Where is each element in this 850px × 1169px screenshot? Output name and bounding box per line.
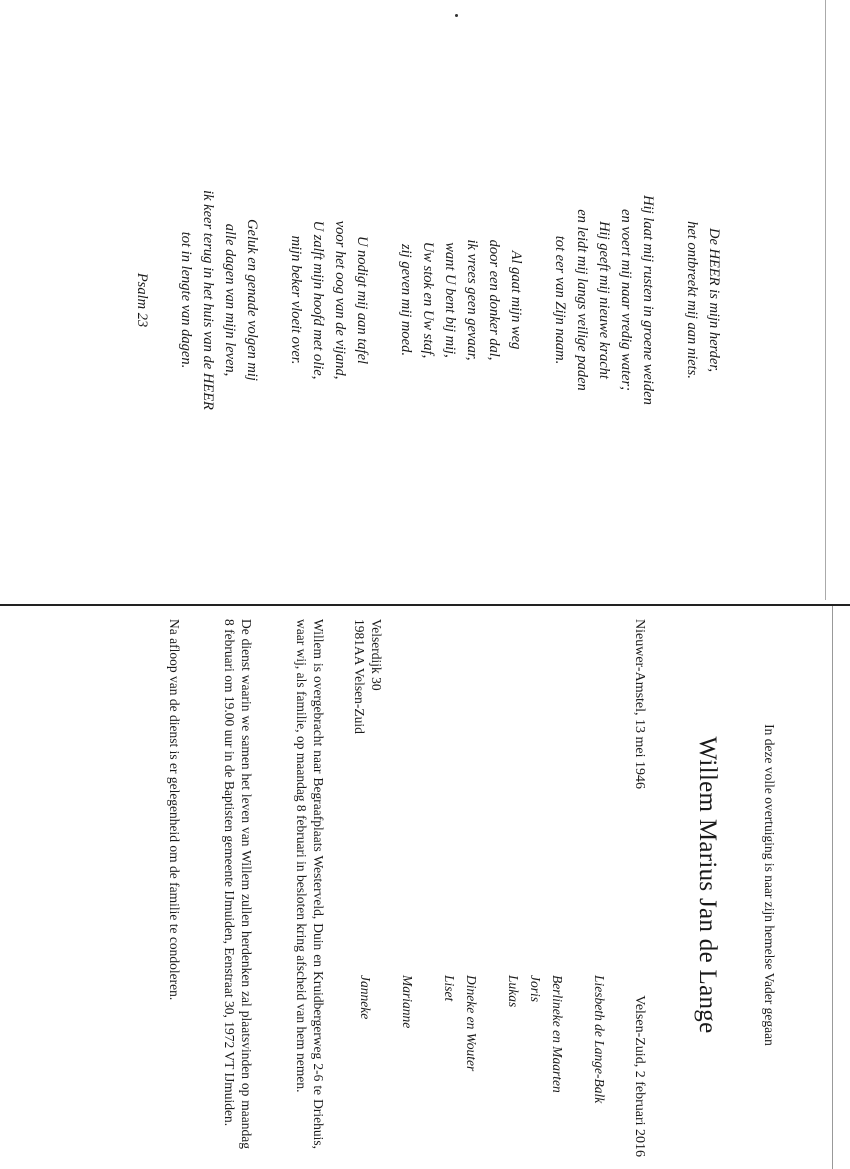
- psalm-line: Geluk en genade volgen mij: [244, 219, 260, 381]
- family-member: Liset: [442, 975, 457, 1002]
- psalm-line: mijn beker vloeit over.: [288, 235, 304, 365]
- psalm-text: [131, 20, 725, 580]
- psalm-stanza-2: [549, 20, 659, 580]
- scan-speck: [455, 14, 458, 17]
- family-member: Marianne: [400, 975, 415, 1029]
- psalm-line: alle dagen van mijn leven,: [222, 223, 238, 377]
- family-member: Lukas: [506, 975, 521, 1008]
- family-group: [438, 975, 482, 1103]
- psalm-stanza-3: [395, 20, 527, 580]
- death-place-date: Velsen-Zuid, 2 februari 2016: [632, 995, 647, 1157]
- psalm-line: zij geven mij moed.: [398, 244, 414, 356]
- psalm-line: tot in lengte van dagen.: [178, 231, 194, 369]
- psalm-line: voor het oog van de vijand,: [332, 220, 348, 380]
- psalm-line: en leidt mij langs veilige paden: [574, 209, 590, 391]
- family-member: Berlineke en Maarten: [550, 975, 565, 1093]
- psalm-stanza-4: [285, 20, 373, 580]
- announcement-panel: [55, 605, 795, 1165]
- family-group: [588, 975, 610, 1103]
- family-group: [354, 975, 376, 1103]
- psalm-line: door een donker dal,: [486, 239, 502, 361]
- psalm-line: en voert mij naar vredig water;: [618, 209, 634, 391]
- family-member: Joris: [528, 975, 543, 1002]
- psalm-panel: [125, 20, 725, 580]
- deceased-name: Willem Marius Jan de Lange: [694, 736, 721, 1034]
- psalm-line: tot eer van Zijn naam.: [552, 235, 568, 365]
- psalm-line: Al gaat mijn weg: [508, 250, 524, 350]
- psalm-line: Uw stok en Uw staf,: [420, 241, 436, 359]
- family-list: [334, 975, 610, 1103]
- psalm-line: Hij geeft mij nieuwe kracht: [596, 221, 612, 379]
- family-member: Dineke en Wouter: [464, 975, 479, 1072]
- family-group: [502, 975, 568, 1103]
- birth-place-date: Nieuwer-Amstel, 13 mei 1946: [632, 619, 647, 790]
- paragraph-service: De dienst waarin we samen het leven van Willem zullen herdenken zal plaatsvinden op maandag 8 februari om 19.00 uur in de Baptisten gemeente IJmuiden, Eenstraat 30, 1972 VT IJmuiden.: [222, 619, 254, 1149]
- psalm-line: het ontbreekt mij aan niets.: [684, 221, 700, 379]
- family-member: Janneke: [358, 975, 373, 1020]
- psalm-stanza-5: [175, 20, 263, 580]
- psalm-line: ik keer terug in het huis van de HEER: [200, 190, 216, 410]
- family-group: [396, 975, 418, 1103]
- address-postcode-city: 1981AA Velsen-Zuid: [352, 619, 367, 734]
- scan-edge-line: [825, 0, 826, 600]
- intro-line: In deze volle overtuiging is naar zijn hemelse Vader gegaan: [762, 724, 777, 1046]
- psalm-line: ik vrees geen gevaar,: [464, 239, 480, 361]
- psalm-line: U nodigt mij aan tafel: [354, 235, 370, 365]
- psalm-stanza-1: [681, 20, 725, 580]
- paragraph-condolences: Na afloop van de dienst is er gelegenheid om de familie te condoleren.: [167, 619, 182, 1001]
- psalm-line: U zalft mijn hoofd met olie,: [310, 220, 326, 380]
- address-block: [351, 619, 385, 734]
- psalm-line: want U bent bij mij,: [442, 242, 458, 358]
- paragraph-burial: Willem is overgebracht naar Begraafplaats Westerveld, Duin en Kruidbergerweg 2-6 te Driehuis, waar wij, als familie, op maandag 8 februari in besloten kring afscheid van hem nemen.: [294, 619, 326, 1149]
- family-member: Liesbeth de Lange-Balk: [592, 975, 607, 1104]
- psalm-line: Hij laat mij rusten in groene weiden: [640, 195, 656, 405]
- address-street: Velserdijk 30: [369, 619, 384, 691]
- psalm-reference: Psalm 23: [134, 272, 150, 328]
- psalm-line: De HEER is mijn herder,: [706, 227, 722, 373]
- scan-edge-line-bottom: [832, 606, 833, 1169]
